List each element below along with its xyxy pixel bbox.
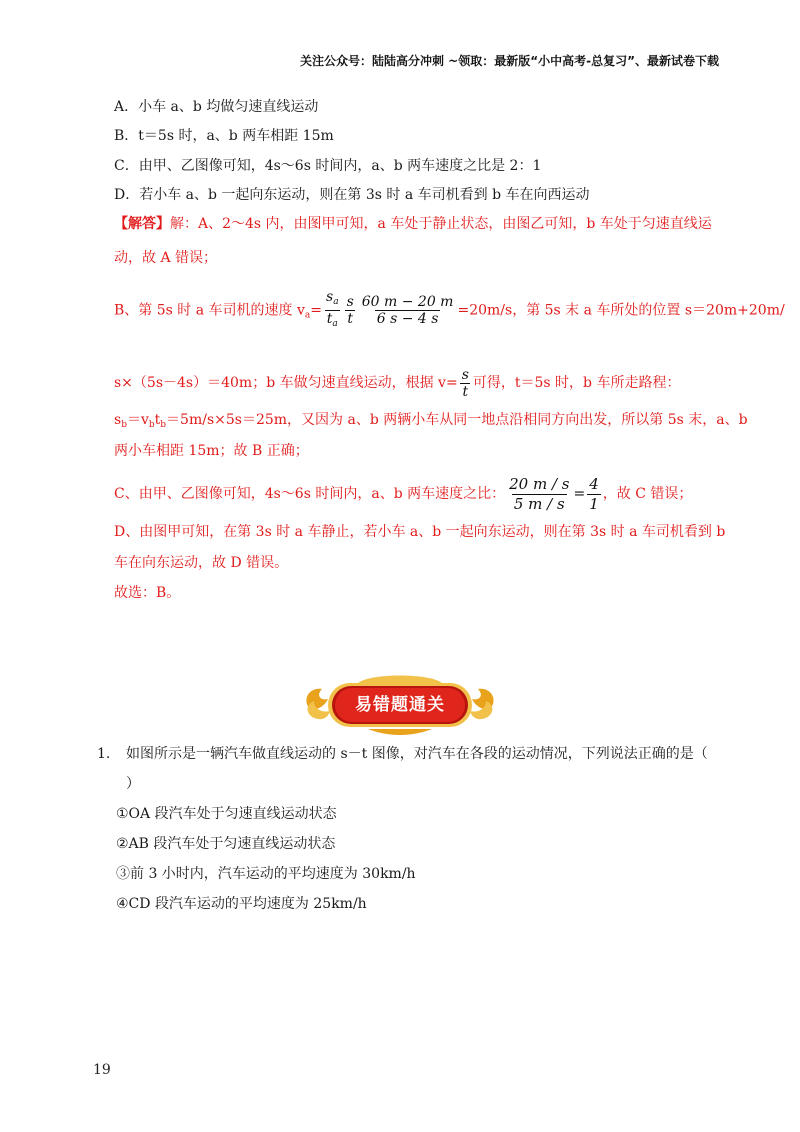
fraction-sa-ta — [324, 289, 341, 332]
frac-den: t — [347, 311, 353, 327]
fraction-values — [360, 294, 456, 327]
section-banner — [298, 671, 502, 737]
b-position-suffix: 可得，t＝5s 时，b 车所走路程： — [472, 375, 681, 391]
question-number: 1. — [97, 746, 111, 762]
answer-line-2: 动，故 A 错误； — [114, 250, 218, 266]
tb-sub: b — [160, 420, 167, 430]
answer-line-b-position — [114, 365, 680, 401]
option-d: D．若小车 a、b 一起向东运动，则在第 3s 时 a 车司机看到 b 车在向西运动 — [114, 187, 590, 203]
answer-text-1: 解：A、2～4s 内，由图甲可知，a 车处于静止状态，由图乙可知，b 车处于匀速直线运 — [170, 216, 712, 232]
option-c: C．由甲、乙图像可知，4s～6s 时间内，a、b 两车速度之比是 2：1 — [114, 158, 542, 174]
vb-text: ＝v — [126, 412, 149, 428]
answer-line-b-speed — [114, 289, 785, 334]
fraction-four-one — [587, 475, 601, 514]
question-stem: 如图所示是一辆汽车做直线运动的 s－t 图像，对汽车在各段的运动情况，下列说法正确的是（ — [126, 746, 708, 762]
banner-label: 易错题通关 — [355, 695, 445, 715]
b-speed-prefix: B、第 5s 时 a 车司机的速度 v — [114, 302, 305, 319]
sb-text: s — [114, 412, 122, 428]
fraction-s-t — [460, 367, 471, 400]
frac-den: 1 — [589, 494, 599, 513]
statement-2: ②AB 段汽车处于匀速直线运动状态 — [116, 836, 336, 852]
sb-sub: b — [121, 420, 127, 430]
page-header: 关注公众号：陆陆高分冲刺 ~领取：最新版“小中高考-总复习”、最新试卷下载 — [300, 54, 719, 68]
frac-den: t — [462, 383, 469, 400]
statement-4: ④CD 段汽车运动的平均速度为 25km/h — [116, 896, 367, 912]
frac-num: 60 m − 20 m — [361, 294, 454, 310]
answer-line-d-2: 车在向东运动，故 D 错误。 — [114, 555, 289, 571]
frac-num: 4 — [589, 474, 599, 493]
frac-num: s — [346, 294, 354, 310]
statement-3: ③前 3 小时内，汽车运动的平均速度为 30km/h — [116, 866, 416, 882]
answer-line-b-distance — [114, 410, 748, 435]
b-speed-sub: a — [304, 310, 311, 321]
frac-den: 6 s − 4 s — [376, 311, 439, 327]
frac-num: 20 m / s — [509, 474, 570, 493]
statement-1: ①OA 段汽车处于匀速直线运动状态 — [116, 806, 337, 822]
frac-num-sub: a — [333, 297, 339, 307]
answer-line-c: C、由甲、乙图像可知，4s～6s 时间内，a、b 两车速度之比： $\frac{20 m / s}{5 m / s}$ = $\frac{4}{1}$ ，故 C 错误； — [114, 474, 693, 513]
frac-den: 5 m / s — [513, 494, 565, 513]
tb-text: t — [154, 412, 161, 428]
answer-tag: 【解答】 — [114, 216, 170, 232]
option-a: A．小车 a、b 均做匀速直线运动 — [114, 99, 319, 115]
fraction-s-t — [345, 294, 356, 327]
page-number: 19 — [93, 1062, 111, 1078]
frac-den-sub: a — [332, 319, 338, 329]
frac-num: s — [461, 366, 469, 383]
frac-den: t — [326, 311, 333, 327]
option-b: B．t＝5s 时，a、b 两车相距 15m — [114, 128, 334, 144]
answer-choice: 故选：B。 — [114, 585, 181, 601]
answer-line-1 — [114, 214, 712, 234]
vb-sub: b — [148, 420, 155, 430]
question-stem-end: ） — [126, 776, 140, 792]
b-speed-eq: = — [310, 302, 322, 319]
b-distance-suffix: ＝5m/s×5s＝25m，又因为 a、b 两辆小车从同一地点沿相同方向出发，所以第 5s 末，a、b — [166, 412, 748, 428]
fraction-speed-ratio — [507, 475, 571, 514]
c-suffix: ，故 C 错误； — [602, 486, 693, 502]
answer-line-b-conclusion: 两小车相距 15m；故 B 正确； — [114, 443, 309, 459]
c-prefix: C、由甲、乙图像可知，4s～6s 时间内，a、b 两车速度之比： — [114, 486, 506, 502]
answer-line-d-1: D、由图甲可知，在第 3s 时 a 车静止，若小车 a、b 一起向东运动，则在第 3s 时 a 车司机看到 b — [114, 524, 726, 540]
b-position-prefix: s×（5s－4s）＝40m；b 车做匀速直线运动，根据 v= — [114, 375, 458, 391]
b-speed-suffix: =20m/s，第 5s 末 a 车所处的位置 s＝20m+20m/ — [457, 302, 785, 319]
frac-num: s — [326, 289, 334, 305]
